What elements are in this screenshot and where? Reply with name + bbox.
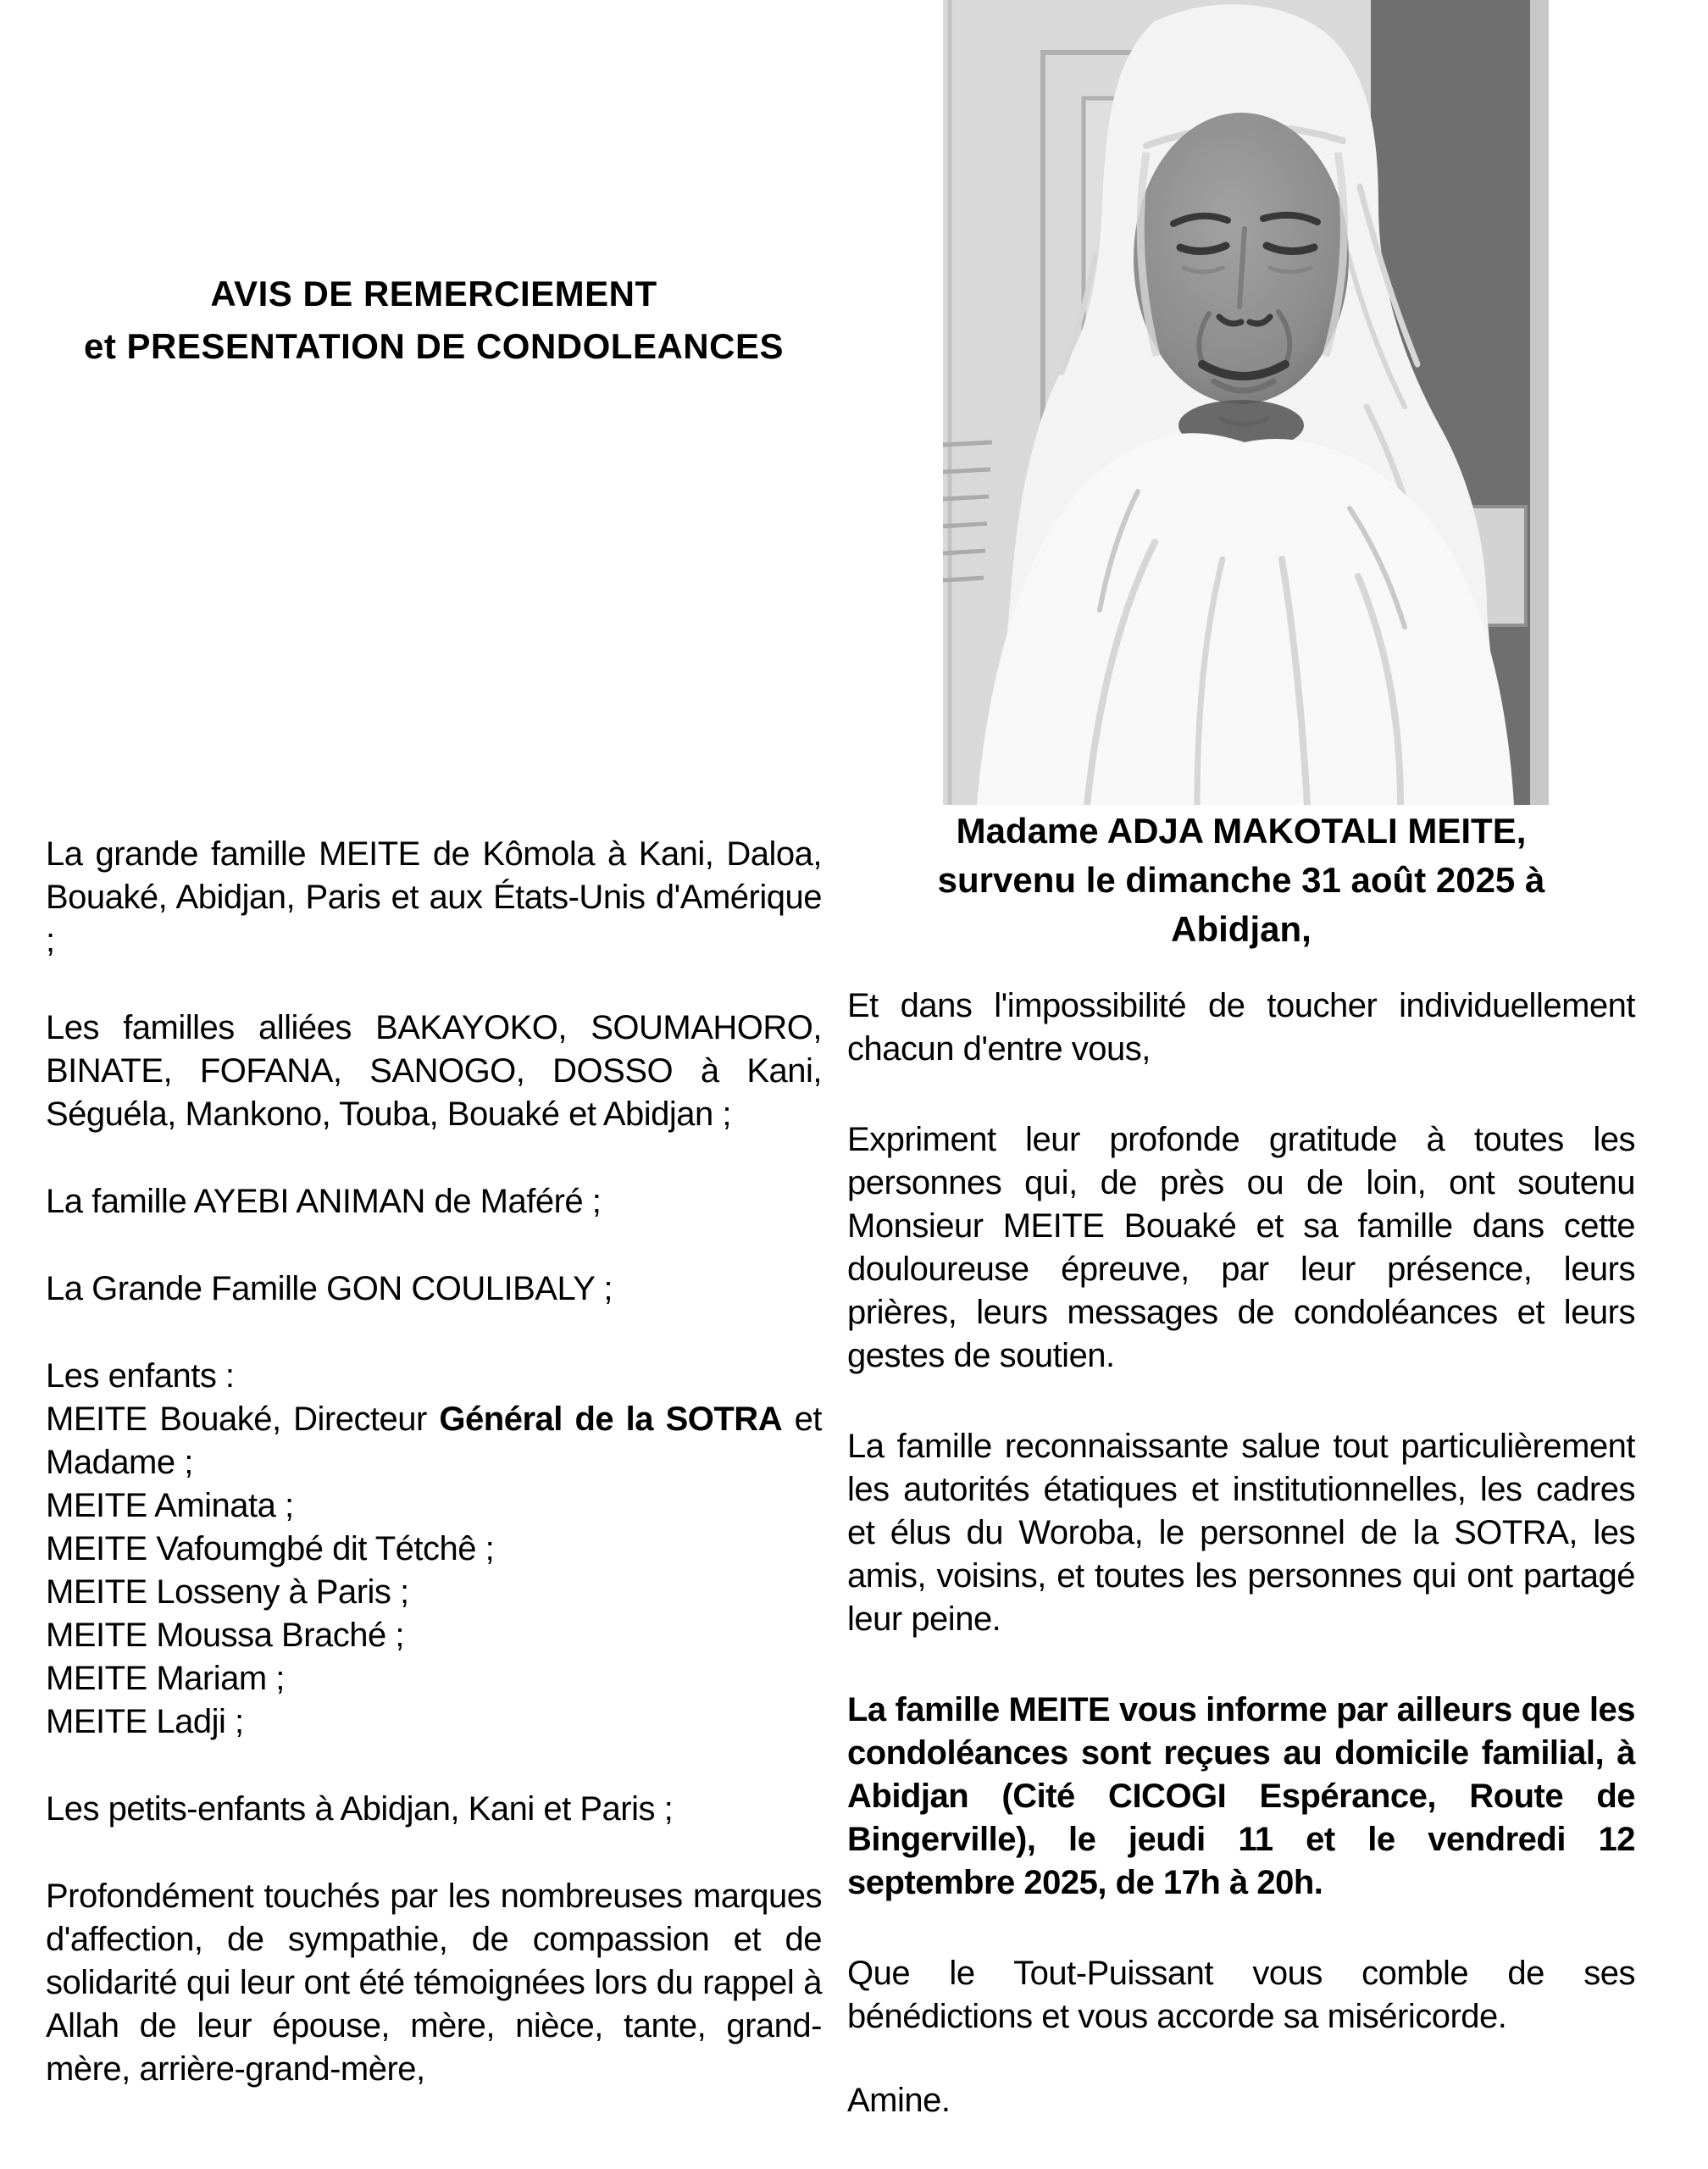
line-meite-aminata: MEITE Aminata ; <box>46 1487 294 1524</box>
paragraph-famille-ayebi-animan: La famille AYEBI ANIMAN de Maféré ; <box>46 1183 602 1220</box>
notice-title-line1: AVIS DE REMERCIEMENT <box>210 274 657 313</box>
line-meite-bouake-bold: Général de la SOTRA <box>439 1401 783 1438</box>
paragraph-reconnaissance: La famille reconnaissante salue tout particulièrement les autorités étatiques et institutionnelles, les cadres et élus du Woroba, le personnel de la SOTRA, les amis, voisins, et toutes les personnes qui ont partagé leur peine. <box>847 1428 1635 1638</box>
paragraph-grande-famille-meite: La grande famille MEITE de Kômola à Kani, Daloa, Bouaké, Abidjan, Paris et aux États-Unis d'Amérique ; <box>46 835 822 959</box>
line-meite-bouake-post: et Madame ; <box>46 1401 822 1481</box>
paragraph-benediction: Que le Tout-Puissant vous comble de ses bénédictions et vous accorde sa miséricorde. <box>847 1955 1635 2035</box>
deceased-name-heading <box>847 807 1635 954</box>
paragraph-impossibilite: Et dans l'impossibilité de toucher individuellement chacun d'entre vous, <box>847 987 1635 1068</box>
deceased-name-line1: Madame ADJA MAKOTALI MEITE, <box>956 811 1527 851</box>
line-meite-mariam: MEITE Mariam ; <box>46 1660 285 1697</box>
left-column <box>46 0 822 2091</box>
deceased-name-line3: Abidjan, <box>1171 909 1312 949</box>
right-column <box>847 807 1635 2122</box>
line-meite-vafoumgbe: MEITE Vafoumgbé dit Tétchê ; <box>46 1530 495 1567</box>
line-meite-moussa: MEITE Moussa Braché ; <box>46 1617 404 1654</box>
portrait-photo-svg <box>943 0 1549 805</box>
line-meite-losseny: MEITE Losseny à Paris ; <box>46 1573 409 1611</box>
notice-title-line2: et PRESENTATION DE CONDOLEANCES <box>83 326 784 366</box>
line-meite-bouake-pre: MEITE Bouaké, Directeur <box>46 1401 440 1438</box>
paragraph-amine: Amine. <box>847 2082 951 2119</box>
paragraph-grande-famille-gon-coulibaly: La Grande Famille GON COULIBALY ; <box>46 1270 613 1307</box>
portrait-photo <box>943 0 1549 805</box>
paragraph-petits-enfants: Les petits-enfants à Abidjan, Kani et Paris ; <box>46 1790 674 1828</box>
paragraph-condoleances-info: La famille MEITE vous informe par ailleurs que les condoléances sont reçues au domicile familial, à Abidjan (Cité CICOGI Espérance, Route de Bingerville), le jeudi 11 et le vendredi 12 septembre 2025, de 17h à 20h. <box>847 1691 1635 1901</box>
photo-right-strip <box>1530 0 1549 805</box>
paragraph-gratitude: Expriment leur profonde gratitude à toutes les personnes qui, de près ou de loin, ont soutenu Monsieur MEITE Bouaké et sa famille dans cette douloureuse épreuve, par leur présence, leurs prières, leurs messages de condoléances et leurs gestes de soutien. <box>847 1121 1635 1374</box>
line-meite-bouake <box>46 1398 822 1484</box>
paragraph-familles-alliees: Les familles alliées BAKAYOKO, SOUMAHORO, BINATE, FOFANA, SANOGO, DOSSO à Kani, Séguéla, Mankono, Touba, Bouaké et Abidjan ; <box>46 1009 822 1133</box>
notice-title <box>46 268 822 373</box>
paragraph-profondement-touches: Profondément touchés par les nombreuses marques d'affection, de sympathie, de compassion et de solidarité qui leur ont été témoignées lors du rappel à Allah de leur épouse, mère, nièce, tante, grand-mère, arrière-grand-mère, <box>46 1878 822 2088</box>
deceased-name-line2: survenu le dimanche 31 août 2025 à <box>937 860 1545 900</box>
paragraph-les-enfants-label: Les enfants : <box>46 1357 235 1395</box>
line-meite-ladji: MEITE Ladji ; <box>46 1703 244 1740</box>
